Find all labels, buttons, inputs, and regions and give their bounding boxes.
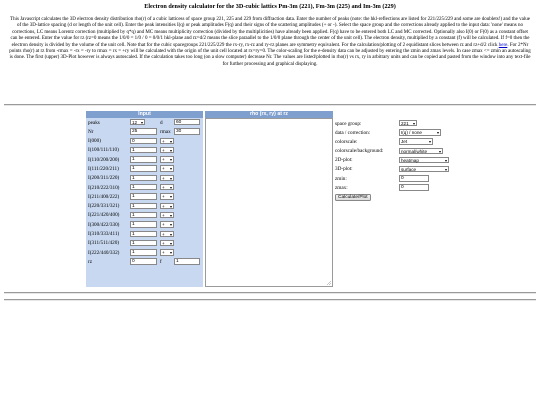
intensity-row — [86, 174, 203, 183]
intensity-input[interactable] — [130, 175, 157, 181]
description — [8, 17, 532, 68]
intensity-label: I(221/420/400) — [88, 212, 120, 219]
colorscale-row — [335, 137, 495, 146]
intensity-row — [86, 164, 203, 173]
intensity-input[interactable] — [130, 147, 157, 153]
nr-label: Nr — [88, 128, 94, 135]
rz-row — [86, 257, 203, 266]
chevron-down-icon: ▾ — [438, 148, 441, 154]
rmax-label: rmax — [160, 128, 171, 135]
plot2d-select[interactable] — [399, 157, 449, 163]
page-title: Electron density calculator for the 3D-cubic lattics Pm-3m (221), Fm-3m (225) and Im-3m (229) — [144, 3, 396, 10]
intensity-label: I(111/220/211) — [88, 165, 119, 172]
plot3d-value: surface — [401, 166, 417, 172]
input-header: Input — [86, 111, 203, 118]
peaks-select[interactable] — [130, 119, 145, 125]
f-input[interactable] — [174, 258, 200, 264]
intensity-input[interactable] — [130, 193, 157, 199]
nr-value: 25 — [132, 129, 138, 135]
rmax-input[interactable] — [174, 128, 200, 134]
rz-input[interactable] — [130, 258, 157, 264]
intensity-value: 0 — [132, 138, 135, 144]
space-group-label: space group: — [335, 120, 362, 127]
colorscale-label: colorscale: — [335, 138, 358, 145]
zmin-value: 0 — [401, 176, 404, 182]
sign-select[interactable] — [160, 156, 174, 162]
colorscale-background-select[interactable] — [399, 148, 443, 154]
intensity-row — [86, 192, 203, 201]
intensity-input[interactable] — [130, 138, 157, 144]
chevron-down-icon: ▾ — [169, 222, 172, 228]
intensity-value: 1 — [132, 222, 135, 228]
plot3d-select[interactable] — [399, 166, 449, 172]
settings-panel — [335, 119, 495, 203]
intensity-input[interactable] — [130, 184, 157, 190]
sign-select[interactable] — [160, 147, 174, 153]
intensity-input[interactable] — [130, 240, 157, 246]
intensity-input[interactable] — [130, 165, 157, 171]
chevron-down-icon: ▾ — [169, 175, 172, 181]
sign-value: + — [162, 231, 165, 237]
chevron-down-icon: ▾ — [169, 147, 172, 153]
sign-select[interactable] — [160, 165, 174, 171]
sign-select[interactable] — [160, 138, 174, 144]
sign-select[interactable] — [160, 203, 174, 209]
sign-value: + — [162, 166, 165, 172]
plot3d-label: 3D-plot: — [335, 166, 353, 173]
sign-select[interactable] — [160, 175, 174, 181]
d-value: 60 — [176, 120, 182, 125]
intensity-input[interactable] — [130, 203, 157, 209]
sign-select[interactable] — [160, 193, 174, 199]
plot2d-value: heatmap — [401, 157, 419, 163]
zmin-label: zmin: — [335, 175, 347, 182]
zmin-row — [335, 174, 495, 183]
input-rows — [86, 118, 203, 287]
peaks-row — [86, 118, 203, 127]
space-group-row — [335, 119, 495, 128]
divider-bottom-2 — [4, 299, 536, 301]
sign-select[interactable] — [160, 240, 174, 246]
intensity-value: 1 — [132, 194, 135, 200]
sign-value: + — [162, 138, 165, 144]
chevron-down-icon: ▾ — [444, 166, 447, 172]
sign-value: + — [162, 157, 165, 163]
colorscale-background-label: colorscale/background: — [335, 148, 384, 155]
intensity-row — [86, 248, 203, 257]
resize-handle-icon[interactable] — [326, 280, 331, 285]
rz-value: 0 — [132, 259, 135, 265]
intensity-label: I(222/440/332) — [88, 249, 120, 256]
description-text-a: This Javascript calculates the 3D electron density distribution rho(r) of a cubic latticess of space group 221, 225 and 229 from diffraction data. Enter the number of peaks (note: the hkl-reflections are listed for 221/225/229 and some are doublets!) and the value of the 3D-lattice spacing (d or length of the unit cell). Enter the peak intensities I(q) or peak amplitudes F(q) and their signs of the scattering amplitudes (+ or -). Select the space group and the corrections already applied to the input data: 'none' means no corrections, LC means Lorentz correction (multiplied by q*q) and MC means multiplicity correction (divided by the multiplicities) have already been applied. F(q) have to be entered both LC and MC corrected. Optionally also I(0) or F(0) as a constant offset can be entered. Enter the value for rz (rz=0 means the 1/0/0 = 1/0 / 0 = 0/0/1 hkl-plane and rz=d/2 means the slice paraallel to the 1/0/0 plane through the center of the unit cell). The electron density, multiplied by a constant (f) will be calculated. If f=0 then the electron density is divided by the volume of the unit cell. Note that for the cubic spacegroups 221/225/229 the rx-ry, rx-rz and ry-rz planes are symmetry equivalent. For the calculation/plotting of 2 equidistant slices between rz and rz+d/2 click — [10, 17, 530, 48]
data-correction-row — [335, 128, 495, 137]
sign-select[interactable] — [160, 231, 174, 237]
intensity-row — [86, 211, 203, 220]
intensity-label: I(110/200/200) — [88, 156, 120, 163]
calc-row — [335, 193, 495, 203]
chevron-down-icon: ▾ — [169, 250, 172, 256]
plot2d-label: 2D-plot: — [335, 157, 353, 164]
intensity-row — [86, 146, 203, 155]
intensity-input[interactable] — [130, 231, 157, 237]
chevron-down-icon: ▾ — [412, 121, 415, 126]
intensity-value: 1 — [132, 185, 135, 191]
intensity-label: I(200/311/220) — [88, 175, 120, 182]
plot3d-row — [335, 165, 495, 174]
sign-value: + — [162, 175, 165, 181]
chevron-down-icon: ▾ — [140, 120, 143, 125]
intensity-label: I(300/422/330) — [88, 221, 120, 228]
chevron-down-icon: ▾ — [428, 139, 431, 145]
intensity-label: I(000) — [88, 138, 101, 145]
rz-label: rz — [88, 258, 93, 265]
sign-value: + — [162, 240, 165, 246]
nr-row — [86, 127, 203, 136]
nr-input[interactable] — [130, 128, 157, 134]
chevron-down-icon: ▾ — [169, 185, 172, 191]
f-label: f — [160, 258, 162, 265]
colorscale-background-value: normal/white — [401, 148, 428, 154]
sign-select[interactable] — [160, 212, 174, 218]
intensity-label: I(310/333/411) — [88, 231, 120, 238]
description-text-b: . For 2*Nr points rho(r) at rz from -rmax = -rx = -ry to rmax = rx = +ry will be calculated with the origin of the unit cell located at rx=ry=0. The color-scaling for the e-density data can be adjusted by entering the zmin and zmax levels. In case zmax <= zmin an autoscaling is done. The first (upper) 3D-Plot however is always autoscaled. If the calculation takes too long (on a slow computer) decrease Nr. The values are listed/plotted in rho(r) vs rx, ry in arbitrary units and can be copied and pasted from the window into any text-file for further processing and graphical displaying. — [9, 42, 531, 67]
data-correction-value: I(q) / none — [401, 130, 422, 136]
chevron-down-icon: ▾ — [169, 157, 172, 163]
output-header: rho (rx, ry) at rz — [205, 111, 333, 118]
intensity-label: I(210/222/310) — [88, 184, 120, 191]
sign-value: + — [162, 147, 165, 153]
intensity-label: I(220/331/321) — [88, 203, 120, 210]
space-group-select[interactable] — [399, 120, 417, 126]
sign-select[interactable] — [160, 249, 174, 255]
colorscale-background-row — [335, 147, 495, 156]
input-panel — [86, 111, 203, 287]
intensity-row — [86, 137, 203, 146]
intensity-input[interactable] — [130, 249, 157, 255]
intensity-label: I(311/511/420) — [88, 240, 120, 247]
data-correction-select[interactable] — [399, 129, 441, 135]
intensity-value: 1 — [132, 147, 135, 153]
intensity-value: 1 — [132, 240, 135, 246]
intensity-row — [86, 239, 203, 248]
intensity-row — [86, 230, 203, 239]
intensity-input[interactable] — [130, 212, 157, 218]
colorscale-select[interactable] — [399, 138, 433, 144]
intensity-label: I(100/111/110) — [88, 147, 119, 154]
intensity-value: 1 — [132, 175, 135, 181]
zmin-input[interactable] — [399, 175, 429, 181]
space-group-value: 221 — [401, 121, 409, 126]
intensity-row — [86, 220, 203, 229]
intensity-value: 1 — [132, 231, 135, 237]
zmax-row — [335, 183, 495, 192]
peaks-label: peaks — [88, 119, 100, 126]
sign-value: + — [162, 212, 165, 218]
d-input[interactable] — [174, 119, 200, 125]
zmax-value: 0 — [401, 185, 404, 191]
rmax-value: 30 — [176, 129, 182, 135]
output-panel — [205, 111, 333, 287]
sign-value: + — [162, 222, 165, 228]
chevron-down-icon: ▾ — [169, 212, 172, 218]
sign-value: + — [162, 185, 165, 191]
divider-top — [4, 104, 536, 106]
plot2d-row — [335, 156, 495, 165]
divider-bottom — [4, 292, 536, 294]
intensity-value: 1 — [132, 250, 135, 256]
sign-value: + — [162, 194, 165, 200]
f-value: 1 — [176, 259, 179, 265]
intensity-rows — [86, 137, 203, 258]
colorscale-value: Jet — [401, 139, 408, 145]
intensity-value: 1 — [132, 203, 135, 209]
chevron-down-icon: ▾ — [169, 203, 172, 209]
intensity-input[interactable] — [130, 221, 157, 227]
peaks-value: 12 — [132, 120, 138, 125]
intensity-row — [86, 202, 203, 211]
sign-select[interactable] — [160, 184, 174, 190]
intensity-value: 1 — [132, 212, 135, 218]
intensity-input[interactable] — [130, 156, 157, 162]
chevron-down-icon: ▾ — [169, 138, 172, 144]
calculate-plot-button[interactable]: Calculate/Plot — [335, 194, 371, 202]
intensity-value: 1 — [132, 166, 135, 172]
sign-value: + — [162, 203, 165, 209]
intensity-value: 1 — [132, 157, 135, 163]
chevron-down-icon: ▾ — [436, 130, 439, 136]
d-label: d — [160, 119, 163, 126]
intensity-row — [86, 183, 203, 192]
zmax-input[interactable] — [399, 184, 429, 190]
chevron-down-icon: ▾ — [169, 194, 172, 200]
output-textarea[interactable] — [205, 118, 333, 287]
chevron-down-icon: ▾ — [169, 166, 172, 172]
slices-link[interactable]: here — [498, 42, 508, 48]
intensity-label: I(211/400/222) — [88, 193, 120, 200]
chevron-down-icon: ▾ — [169, 240, 172, 246]
chevron-down-icon: ▾ — [169, 231, 172, 237]
intensity-row — [86, 155, 203, 164]
data-correction-label: data / correction: — [335, 129, 371, 136]
sign-value: + — [162, 250, 165, 256]
chevron-down-icon: ▾ — [444, 157, 447, 163]
zmax-label: zmax: — [335, 184, 348, 191]
sign-select[interactable] — [160, 221, 174, 227]
